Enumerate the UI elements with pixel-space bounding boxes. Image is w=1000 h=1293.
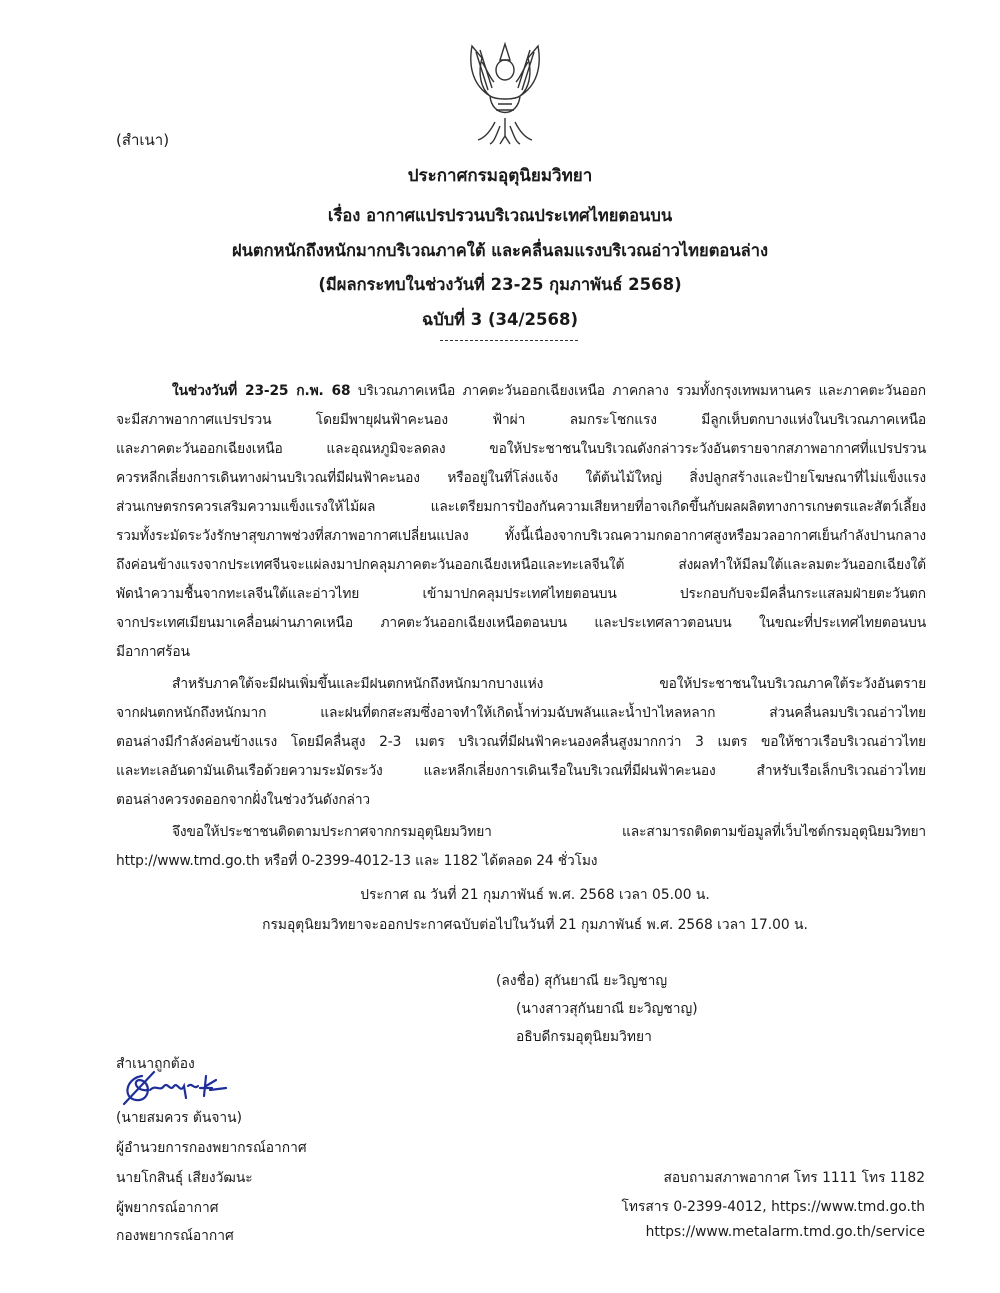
paragraph-2-line: จากฝนตกหนักถึงหนักมาก และฝนที่ตกสะสมซึ่งอาจทำให้เกิดน้ำท่วมฉับพลันและน้ำป่าไหลหลาก ส่วนคลื่นลมบริเวณอ่าวไทย (116, 705, 926, 721)
certified-copy-label: สำเนาถูกต้อง (116, 1056, 195, 1072)
paragraph-1-line: ถึงค่อนข้างแรงจากประเทศจีนจะแผ่ลงมาปกคลุมภาคตะวันออกเฉียงเหนือและทะเลจีนใต้ ส่งผลทำให้มีลมใต้และลมตะวันออกเฉียงใต้ (116, 557, 926, 573)
certifier-position: ผู้อำนวยการกองพยากรณ์อากาศ (116, 1140, 307, 1156)
paragraph-3-line: http://www.tmd.go.th หรือที่ 0-2399-4012-13 และ 1182 ได้ตลอด 24 ชั่วโมง (116, 853, 598, 869)
division-name: กองพยากรณ์อากาศ (116, 1228, 234, 1244)
paragraph-2-line: สำหรับภาคใต้จะมีฝนเพิ่มขึ้นและมีฝนตกหนักถึงหนักมากบางแห่ง ขอให้ประชาชนในบริเวณภาคใต้ระวังอันตราย (172, 676, 926, 692)
paragraph-2-line: ตอนล่างควรงดออกจากฝั่งในช่วงวันดังกล่าว (116, 792, 371, 808)
issued-datetime: ประกาศ ณ วันที่ 21 กุมภาพันธ์ พ.ศ. 2568 เวลา 05.00 น. (360, 887, 710, 903)
paragraph-3-line: จึงขอให้ประชาชนติดตามประกาศจากกรมอุตุนิยมวิทยา และสามารถติดตามข้อมูลที่เว็บไซต์กรมอุตุนิยมวิทยา (172, 824, 926, 840)
signed-name: (ลงชื่อ) สุกันยาณี ยะวิญชาญ (496, 973, 668, 989)
announcement-subject: เรื่อง อากาศแปรปรวนบริเวณประเทศไทยตอนบน (327, 206, 673, 225)
paragraph-1-line: ส่วนเกษตรกรควรเสริมความแข็งแรงให้ไม้ผล และเตรียมการป้องกันความเสียหายที่อาจเกิดขึ้นกับผลผลิตทางการเกษตรและสัตว์เลี้ยง (116, 499, 926, 515)
signatory-full-name: (นางสาวสุกันยาณี ยะวิญชาญ) (516, 1001, 698, 1017)
certifier-name: (นายสมควร ต้นจาน) (116, 1110, 242, 1126)
paragraph-1-line: รวมทั้งระมัดระวังรักษาสุขภาพช่วงที่สภาพอากาศเปลี่ยนแปลง ทั้งนี้เนื่องจากบริเวณความกดอากาศสูงหรือมวลอากาศเย็นกำลังปานกลาง (116, 528, 926, 544)
next-issue-notice: กรมอุตุนิยมวิทยาจะออกประกาศฉบับต่อไปในวันที่ 21 กุมภาพันธ์ พ.ศ. 2568 เวลา 17.00 น. (262, 917, 808, 933)
paragraph-1-line: จากประเทศเมียนมาเคลื่อนผ่านภาคเหนือ ภาคตะวันออกเฉียงเหนือตอนบน และประเทศลาวตอนบน ในขณะที่ประเทศไทยตอนบน (116, 615, 926, 631)
handwritten-signature-icon (120, 1068, 230, 1108)
contact-fax-website[interactable]: โทรสาร 0-2399-4012, https://www.tmd.go.th (621, 1199, 925, 1215)
paragraph-1-line: ในช่วงวันที่ 23-25 ก.พ. 68 บริเวณภาคเหนือ ภาคตะวันออกเฉียงเหนือ ภาคกลาง รวมทั้งกรุงเทพมหานคร และภาคตะวันออก (172, 383, 926, 399)
contact-service-link[interactable]: https://www.metalarm.tmd.go.th/service (645, 1224, 925, 1240)
paragraph-2-line: ตอนล่างมีกำลังค่อนข้างแรง โดยมีคลื่นสูง 2-3 เมตร บริเวณที่มีฝนฟ้าคะนองคลื่นสูงมากกว่า 3 เมตร ขอให้ชาวเรือบริเวณอ่าวไทย (116, 734, 926, 750)
paragraph-1 (116, 377, 926, 667)
forecaster-name: นายโกสินธุ์ เสียงวัฒนะ (116, 1170, 253, 1186)
paragraph-1-line: มีอากาศร้อน (116, 644, 190, 660)
announcement-title: ประกาศกรมอุตุนิยมวิทยา (407, 166, 593, 186)
separator-line (440, 340, 578, 341)
announcement-subject-line2: ฝนตกหนักถึงหนักมากบริเวณภาคใต้ และคลื่นลมแรงบริเวณอ่าวไทยตอนล่าง (231, 241, 769, 260)
copy-label: (สำเนา) (116, 131, 170, 149)
paragraph-2-line: และทะเลอันดามันเดินเรือด้วยความระมัดระวัง และหลีกเลี่ยงการเดินเรือในบริเวณที่มีฝนฟ้าคะนอง สำหรับเรือเล็กบริเวณอ่าวไทย (116, 763, 926, 779)
paragraph-1-lead: ในช่วงวันที่ 23-25 ก.พ. 68 (172, 383, 351, 399)
paragraph-3 (116, 818, 926, 876)
issue-number: ฉบับที่ 3 (34/2568) (421, 310, 579, 329)
impact-period: (มีผลกระทบในช่วงวันที่ 23-25 กุมภาพันธ์ 2568) (318, 275, 682, 294)
garuda-emblem-icon (450, 38, 560, 148)
paragraph-1-line: จะมีสภาพอากาศแปรปรวน โดยมีพายุฝนฟ้าคะนอง ฟ้าผ่า ลมกระโชกแรง มีลูกเห็บตกบางแห่งในบริเวณภาคเหนือ (116, 412, 926, 428)
paragraph-1-line: และภาคตะวันออกเฉียงเหนือ และอุณหภูมิจะลดลง ขอให้ประชาชนในบริเวณดังกล่าวระวังอันตรายจากสภาพอากาศที่แปรปรวน (116, 441, 926, 457)
paragraph-2 (116, 670, 926, 815)
contact-phone: สอบถามสภาพอากาศ โทร 1111 โทร 1182 (663, 1170, 925, 1186)
signatory-position: อธิบดีกรมอุตุนิยมวิทยา (516, 1029, 652, 1045)
paragraph-1-line: พัดนำความชื้นจากทะเลจีนใต้และอ่าวไทย เข้ามาปกคลุมประเทศไทยตอนบน ประกอบกับจะมีคลื่นกระแสลมฝ่ายตะวันตก (116, 586, 926, 602)
forecaster-title: ผู้พยากรณ์อากาศ (116, 1200, 219, 1216)
paragraph-1-line: ควรหลีกเลี่ยงการเดินทางผ่านบริเวณที่มีฝนฟ้าคะนอง หรืออยู่ในที่โล่งแจ้ง ใต้ต้นไม้ใหญ่ สิ่งปลูกสร้างและป้ายโฆษณาที่ไม่แข็งแรง (116, 470, 926, 486)
